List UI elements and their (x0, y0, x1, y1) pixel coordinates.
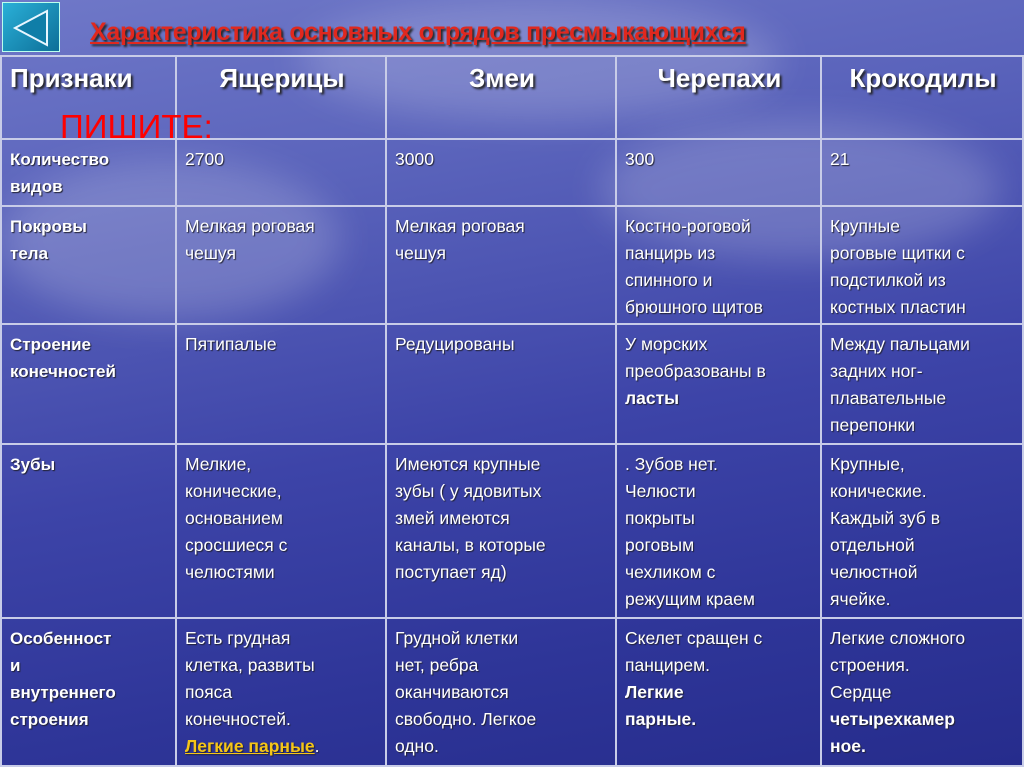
cell-line (830, 733, 1016, 760)
cell-text: отдельной (830, 535, 915, 555)
header-cell: Крокодилы (821, 56, 1023, 139)
cell-text: Редуцированы (395, 334, 515, 354)
cell-text: свободно. Легкое (395, 709, 537, 729)
row-header-cell (1, 324, 176, 444)
cell-line (625, 146, 814, 173)
highlighted-text: Легкие парные (185, 736, 315, 756)
table-cell (176, 444, 386, 618)
table-cell (386, 324, 616, 444)
row-header-cell (1, 206, 176, 324)
cell-line (185, 213, 379, 240)
cell-line (185, 478, 379, 505)
cell-text: строения (10, 710, 89, 729)
cell-line (395, 559, 609, 586)
cell-text: чешуя (185, 243, 236, 263)
cell-line (625, 451, 814, 478)
cell-text: . (314, 736, 320, 756)
cell-text: тела (10, 244, 49, 263)
cell-line (625, 706, 814, 733)
cell-line (10, 173, 169, 200)
cell-text: чехликом с (625, 562, 716, 582)
cell-line (185, 146, 379, 173)
cell-text: одно. (395, 736, 439, 756)
table-cell (616, 139, 821, 206)
table-row (1, 444, 1023, 618)
table-cell (821, 324, 1023, 444)
cell-text: Грудной клетки (395, 628, 519, 648)
cell-line (830, 652, 1016, 679)
cell-line (625, 240, 814, 267)
cell-line (185, 559, 379, 586)
cell-text: конечностей (10, 362, 116, 381)
cell-text: панцирь из (625, 243, 716, 263)
cell-line (185, 505, 379, 532)
cell-text: роговые щитки с (830, 243, 965, 263)
table-cell (821, 206, 1023, 324)
cell-text: и (10, 656, 21, 675)
cell-text: 2700 (185, 149, 224, 169)
cell-text: . Зубов нет. (625, 454, 718, 474)
cell-line (830, 412, 1016, 439)
cell-line (185, 532, 379, 559)
cell-text: Челюсти (625, 481, 696, 501)
cell-text: конечностей. (185, 709, 291, 729)
cell-line (185, 625, 379, 652)
table-cell (616, 444, 821, 618)
cell-text: Каждый зуб в (830, 508, 941, 528)
cell-text: зубы ( у ядовитых (395, 481, 542, 501)
cell-line (10, 358, 169, 385)
cell-text: 300 (625, 149, 655, 169)
cell-line (10, 652, 169, 679)
cell-line (395, 733, 609, 760)
cell-line (830, 505, 1016, 532)
cell-text: ячейке. (830, 589, 891, 609)
cell-text: Зубы (10, 455, 56, 474)
cell-text: конические, (185, 481, 282, 501)
table-cell (176, 206, 386, 324)
cell-text: покрыты (625, 508, 695, 528)
cell-text: каналы, в которые (395, 535, 546, 555)
cell-text: Легкие (625, 682, 684, 702)
cell-text: перепонки (830, 415, 915, 435)
cell-line (830, 625, 1016, 652)
cell-text: Между пальцами (830, 334, 970, 354)
cell-text: спинного и (625, 270, 713, 290)
table-cell (386, 444, 616, 618)
cell-line (185, 679, 379, 706)
cell-text: У морских (625, 334, 708, 354)
slide-title: Характеристика основных отрядов пресмыкающихся (90, 18, 746, 46)
header-cell: Ящерицы (176, 56, 386, 139)
cell-line (625, 358, 814, 385)
cell-line (185, 331, 379, 358)
cell-text: Имеются крупные (395, 454, 541, 474)
cell-text: основанием (185, 508, 283, 528)
cell-line (10, 213, 169, 240)
cell-text: Сердце (830, 682, 892, 702)
cell-line (625, 505, 814, 532)
table-cell (386, 206, 616, 324)
cell-text: роговым (625, 535, 695, 555)
cell-text: 21 (830, 149, 850, 169)
table-row (1, 618, 1023, 766)
cell-line (830, 358, 1016, 385)
cell-line (10, 679, 169, 706)
cell-line (10, 625, 169, 652)
cell-text: Скелет сращен с (625, 628, 763, 648)
cell-text: Строение (10, 335, 91, 354)
cell-line (830, 146, 1016, 173)
cell-line (395, 240, 609, 267)
cell-line (830, 331, 1016, 358)
cell-text: Крупные (830, 216, 900, 236)
cell-text: внутреннего (10, 683, 116, 702)
cell-line (395, 331, 609, 358)
cell-text: Особенност (10, 629, 112, 648)
cell-text: Легкие сложного (830, 628, 966, 648)
cell-line (625, 294, 814, 321)
cell-line (625, 586, 814, 613)
cell-text: парные. (625, 709, 697, 729)
cell-line (395, 652, 609, 679)
cell-text: 3000 (395, 149, 434, 169)
cell-line (625, 385, 814, 412)
cell-text: нет, ребра (395, 655, 479, 675)
table-cell (176, 324, 386, 444)
cell-text: клетка, развиты (185, 655, 315, 675)
cell-text: конические. (830, 481, 927, 501)
table-cell (821, 618, 1023, 766)
table-cell (176, 618, 386, 766)
cell-line (830, 385, 1016, 412)
cell-text: Мелкая роговая (185, 216, 315, 236)
cell-text: брюшного щитов (625, 297, 763, 317)
cell-text: Мелкая роговая (395, 216, 525, 236)
cell-text: челюстной (830, 562, 918, 582)
cell-line (395, 505, 609, 532)
cell-line (10, 331, 169, 358)
cell-line (395, 706, 609, 733)
header-cell: Признаки (1, 56, 176, 139)
cell-line (185, 240, 379, 267)
cell-line (185, 451, 379, 478)
cell-line (395, 478, 609, 505)
cell-text: Мелкие, (185, 454, 252, 474)
row-header-cell (1, 444, 176, 618)
cell-text: Количество (10, 150, 110, 169)
cell-line (625, 478, 814, 505)
cell-line (830, 267, 1016, 294)
cell-line (830, 213, 1016, 240)
cell-line (185, 706, 379, 733)
table-cell (616, 324, 821, 444)
cell-line (625, 331, 814, 358)
cell-line (395, 625, 609, 652)
header-cell: Змеи (386, 56, 616, 139)
cell-line (625, 267, 814, 294)
cell-line (185, 733, 379, 760)
cell-line (10, 706, 169, 733)
cell-text: подстилкой из (830, 270, 946, 290)
header-cell: Черепахи (616, 56, 821, 139)
cell-text: пояса (185, 682, 233, 702)
cell-line (830, 451, 1016, 478)
table-cell (616, 618, 821, 766)
write-instruction: ПИШИТЕ: (60, 108, 213, 145)
cell-line (625, 652, 814, 679)
cell-line (830, 532, 1016, 559)
cell-text: Крупные, (830, 454, 905, 474)
cell-line (10, 146, 169, 173)
cell-text: змей имеются (395, 508, 510, 528)
cell-text: преобразованы в (625, 361, 766, 381)
cell-line (625, 625, 814, 652)
cell-line (830, 679, 1016, 706)
cell-line (395, 146, 609, 173)
cell-text: плавательные (830, 388, 947, 408)
cell-text: поступает яд) (395, 562, 507, 582)
table-cell (386, 618, 616, 766)
cell-line (10, 451, 169, 478)
cell-line (830, 586, 1016, 613)
table-row (1, 206, 1023, 324)
cell-line (395, 451, 609, 478)
cell-text: Есть грудная (185, 628, 291, 648)
back-button[interactable] (2, 2, 60, 52)
cell-text: видов (10, 177, 63, 196)
row-header-cell (1, 618, 176, 766)
cell-line (395, 213, 609, 240)
table-cell (176, 139, 386, 206)
cell-text: Пятипалые (185, 334, 277, 354)
table-cell (821, 444, 1023, 618)
cell-text: панцирем. (625, 655, 711, 675)
cell-line (395, 532, 609, 559)
cell-text: режущим краем (625, 589, 755, 609)
cell-line (625, 559, 814, 586)
cell-text: ласты (625, 388, 680, 408)
table-cell (386, 139, 616, 206)
cell-line (830, 294, 1016, 321)
cell-line (10, 240, 169, 267)
cell-text: костных пластин (830, 297, 966, 317)
cell-text: задних ног- (830, 361, 923, 381)
cell-text: строения. (830, 655, 910, 675)
row-header-cell (1, 139, 176, 206)
cell-text: четырехкамер (830, 709, 955, 729)
cell-line (830, 240, 1016, 267)
back-arrow-icon (11, 9, 51, 47)
cell-text: Костно-роговой (625, 216, 751, 236)
cell-line (185, 652, 379, 679)
cell-text: чешуя (395, 243, 446, 263)
table-cell (616, 206, 821, 324)
cell-line (830, 706, 1016, 733)
cell-line (625, 679, 814, 706)
cell-text: челюстями (185, 562, 275, 582)
cell-line (625, 213, 814, 240)
cell-line (395, 679, 609, 706)
cell-text: Покровы (10, 217, 87, 236)
cell-text: оканчиваются (395, 682, 509, 702)
table-row (1, 139, 1023, 206)
table-cell (821, 139, 1023, 206)
cell-line (830, 559, 1016, 586)
cell-text: ное. (830, 736, 866, 756)
reptile-orders-table (0, 55, 1024, 767)
cell-line (625, 532, 814, 559)
cell-line (830, 478, 1016, 505)
table-row (1, 324, 1023, 444)
cell-text: сросшиеся с (185, 535, 288, 555)
